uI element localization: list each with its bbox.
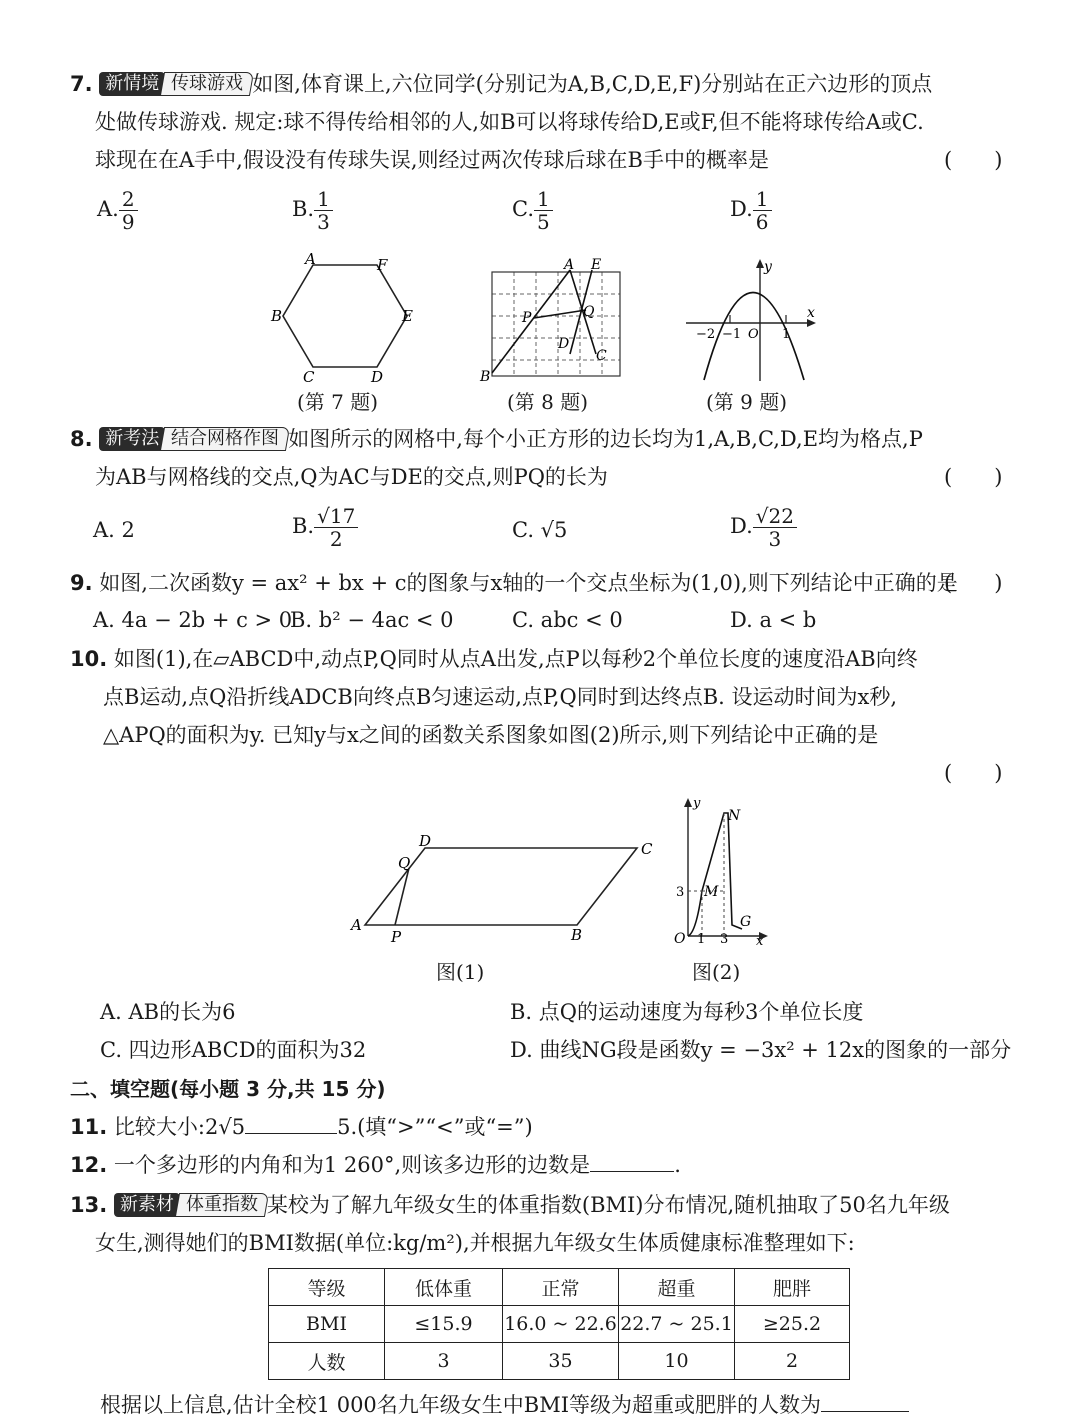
parab-label-minus-two: −2	[696, 327, 716, 342]
table-cell: 10	[619, 1343, 735, 1380]
q7-option-a	[97, 188, 138, 233]
q10-number: 10.	[70, 647, 108, 671]
graph-label-g: G	[740, 914, 752, 930]
denominator: 5	[537, 210, 550, 234]
hex-label-d: D	[371, 368, 384, 385]
q13-line1	[70, 1187, 950, 1224]
q7-tag-topic	[160, 72, 254, 96]
numerator: √17	[314, 505, 358, 528]
para-label-d: D	[419, 832, 432, 850]
graph-label-m: M	[704, 884, 719, 900]
q8-line1	[70, 421, 923, 458]
q8-option-b-fraction	[314, 505, 358, 550]
denominator: 2	[329, 527, 343, 551]
q11-line	[70, 1109, 533, 1146]
q7-tag-new-context: 新情境	[99, 72, 165, 96]
graph-label-x1: 1	[697, 932, 706, 947]
graph-y-axis-arrow	[684, 798, 692, 807]
graph-label-y3: 3	[676, 885, 685, 900]
figure-9-parabola	[682, 255, 822, 385]
grid-label-c: C	[596, 348, 607, 364]
numerator: √22	[753, 505, 797, 528]
table-cell: 人数	[269, 1343, 385, 1380]
grid-label-d: D	[558, 336, 570, 352]
q8-option-d-label: D.	[730, 514, 753, 538]
q7-option-c	[512, 188, 553, 233]
grid-label-b: B	[480, 369, 491, 384]
q7-option-d-fraction	[753, 188, 772, 233]
q9-option-c: C. abc < 0	[512, 608, 623, 632]
q10-option-a: A. AB的长为6	[100, 1000, 236, 1024]
table-cell: 22.7 ~ 25.1	[619, 1306, 735, 1343]
q9-option-a: A. 4a − 2b + c > 0	[93, 608, 293, 632]
q10-answer-paren: ( )	[944, 761, 1003, 785]
q7-answer-paren: ( )	[944, 148, 1003, 172]
table-cell: 16.0 ~ 22.6	[503, 1306, 619, 1343]
section-2-heading: 二、填空题(每小题 3 分,共 15 分)	[70, 1077, 386, 1101]
denominator: 6	[755, 210, 769, 234]
table-cell: 低体重	[385, 1269, 503, 1306]
q8-tag-topic	[160, 427, 290, 451]
graph-label-n: N	[728, 808, 741, 824]
q10-option-c: C. 四边形ABCD的面积为32	[100, 1038, 367, 1062]
grid-label-q: Q	[583, 304, 595, 320]
q8-tag-topic-label: 结合网格作图	[171, 428, 280, 449]
figure-10-2-caption: 图(2)	[692, 960, 741, 984]
q7-tag-topic-label: 传球游戏	[171, 73, 244, 94]
q7-option-a-fraction	[119, 188, 138, 233]
hex-label-e: E	[402, 307, 413, 325]
q8-option-b-label: B.	[292, 514, 315, 538]
hex-label-b: B	[271, 307, 283, 325]
table-cell: ≥25.2	[735, 1306, 850, 1343]
q8-option-a: A. 2	[93, 518, 135, 542]
q12-number: 12.	[70, 1153, 108, 1177]
graph-label-x3: 3	[720, 932, 729, 947]
q7-option-b	[292, 188, 333, 233]
figure-10-1-caption: 图(1)	[436, 960, 485, 984]
q7-number: 7.	[70, 72, 93, 96]
grid-label-p: P	[522, 310, 532, 326]
denominator: 3	[768, 527, 782, 551]
q10-option-b: B. 点Q的运动速度为每秒3个单位长度	[510, 1000, 864, 1024]
q13-number: 13.	[70, 1193, 108, 1217]
table-cell: 正常	[503, 1269, 619, 1306]
q9-option-b: B. b² − 4ac < 0	[290, 608, 454, 632]
q13-text-2: 女生,测得她们的BMI数据(单位:kg/m²),并根据九年级女生体质健康标准整理如下:	[95, 1231, 855, 1255]
q13-text-3: 根据以上信息,估计全校1 000名九年级女生中BMI等级为超重或肥胖的人数为	[100, 1393, 822, 1417]
q7-option-d-label: D.	[730, 197, 753, 221]
q11-number: 11.	[70, 1115, 108, 1139]
denominator: 3	[317, 210, 330, 234]
table-row-count	[269, 1343, 850, 1380]
q9-number: 9.	[70, 571, 93, 595]
q13-tag-topic	[175, 1193, 269, 1217]
parab-label-one: 1	[782, 327, 791, 342]
para-label-c: C	[641, 840, 653, 858]
q7-option-d	[730, 188, 772, 233]
q12-text: 一个多边形的内角和为1 260°,则该多边形的边数是	[113, 1153, 591, 1177]
q12-text-end: .	[674, 1153, 681, 1177]
figure-7-hexagon	[265, 250, 425, 385]
graph-label-y: y	[693, 796, 701, 811]
q13-tag-topic-label: 体重指数	[185, 1194, 258, 1215]
figure-9-caption: (第 9 题)	[706, 390, 788, 414]
q7-option-c-fraction	[534, 188, 553, 233]
q10-option-d: D. 曲线NG段是函数y = −3x² + 12x的图象的一部分	[510, 1038, 1012, 1062]
graph-curve	[688, 813, 742, 936]
para-label-q: Q	[398, 854, 411, 872]
q7-option-b-fraction	[314, 188, 333, 233]
table-row-bmi	[269, 1306, 850, 1343]
table-cell: 肥胖	[735, 1269, 850, 1306]
figure-8-grid	[478, 258, 628, 384]
table-cell: 3	[385, 1343, 503, 1380]
hexagon-shape	[283, 265, 407, 367]
q7-line1	[70, 66, 932, 103]
parab-label-y: y	[764, 259, 772, 275]
denominator: 9	[121, 210, 135, 234]
q10-text-1: 如图(1),在▱ABCD中,动点P,Q同时从点A出发,点P以每秒2个单位长度的速度沿AB向终	[113, 647, 918, 671]
q10-text-2: 点B运动,点Q沿折线ADCB向终点B匀速运动,点P,Q同时到达终点B. 设运动时间为x秒,	[103, 685, 897, 709]
q13-text-1: 某校为了解九年级女生的体重指数(BMI)分布情况,随机抽取了50名九年级	[266, 1193, 950, 1217]
q9-text-1: 如图,二次函数y = ax² + bx + c的图象与x轴的一个交点坐标为(1,0),则下列结论中正确的是	[99, 571, 958, 595]
parab-label-origin: O	[748, 327, 759, 342]
hex-label-c: C	[303, 368, 315, 385]
hex-label-f: F	[377, 256, 388, 274]
q8-text-2: 为AB与网格线的交点,Q为AC与DE的交点,则PQ的长为	[95, 465, 608, 489]
graph-label-origin: O	[674, 931, 686, 947]
table-cell: 35	[503, 1343, 619, 1380]
numerator: 1	[314, 188, 333, 211]
q8-option-b	[292, 505, 358, 550]
q8-option-d-fraction	[753, 505, 797, 550]
q7-text-1: 如图,体育课上,六位同学(分别记为A,B,C,D,E,F)分别站在正六边形的顶点	[252, 72, 933, 96]
table-cell: BMI	[269, 1306, 385, 1343]
q11-answer-blank[interactable]	[245, 1133, 337, 1134]
q8-answer-paren: ( )	[944, 465, 1003, 489]
grid-label-e: E	[591, 258, 602, 273]
parab-label-minus-one: −1	[722, 327, 742, 342]
q11-text-post: 5.(填“>”“<”或“=”)	[337, 1115, 533, 1139]
q12-answer-blank[interactable]	[590, 1171, 674, 1172]
graph-label-x: x	[756, 934, 764, 948]
q7-text-2: 处做传球游戏. 规定:球不得传给相邻的人,如B可以将球传给D,E或F,但不能将球传给A或C.	[95, 110, 924, 134]
table-cell: ≤15.9	[385, 1306, 503, 1343]
q7-option-a-label: A.	[97, 197, 119, 221]
numerator: 1	[534, 188, 553, 211]
y-axis-arrow	[756, 259, 764, 268]
q9-answer-paren: ( )	[944, 571, 1003, 595]
q12-line	[70, 1147, 681, 1184]
figure-10-1-parallelogram	[345, 830, 665, 945]
table-cell: 超重	[619, 1269, 735, 1306]
para-label-p: P	[391, 928, 402, 945]
q11-text-pre: 比较大小:2√5	[113, 1115, 246, 1139]
q8-option-c: C. √5	[512, 518, 568, 542]
figure-10-2-graph	[668, 793, 778, 948]
para-label-b: B	[571, 926, 583, 944]
q10-line1	[70, 641, 918, 678]
q7-option-c-label: C.	[512, 197, 534, 221]
parab-label-x: x	[807, 305, 815, 321]
table-cell: 等级	[269, 1269, 385, 1306]
hex-label-a: A	[305, 250, 316, 268]
q7-option-b-label: B.	[292, 197, 315, 221]
para-label-a: A	[351, 916, 362, 934]
figure-8-caption: (第 8 题)	[507, 390, 589, 414]
q8-text-1: 如图所示的网格中,每个小正方形的边长均为1,A,B,C,D,E均为格点,P	[288, 427, 923, 451]
q13-answer-blank[interactable]	[821, 1411, 909, 1412]
grid-label-a: A	[564, 258, 575, 273]
q9-line1	[70, 565, 958, 602]
q8-tag-new-method: 新考法	[99, 427, 165, 451]
table-cell: 2	[735, 1343, 850, 1380]
figure-7-caption: (第 7 题)	[297, 390, 379, 414]
q10-text-3: △APQ的面积为y. 已知y与x之间的函数关系图象如图(2)所示,则下列结论中正确的是	[103, 723, 879, 747]
bmi-table	[268, 1268, 850, 1380]
q13-line3	[100, 1387, 909, 1424]
q7-text-3: 球现在在A手中,假设没有传球失误,则经过两次传球后球在B手中的概率是	[95, 148, 769, 172]
numerator: 1	[753, 188, 772, 211]
numerator: 2	[119, 188, 138, 211]
table-row-header	[269, 1269, 850, 1306]
q8-option-d	[730, 505, 797, 550]
q9-option-d: D. a < b	[730, 608, 817, 632]
q13-tag-new-material: 新素材	[114, 1193, 180, 1217]
q8-number: 8.	[70, 427, 93, 451]
